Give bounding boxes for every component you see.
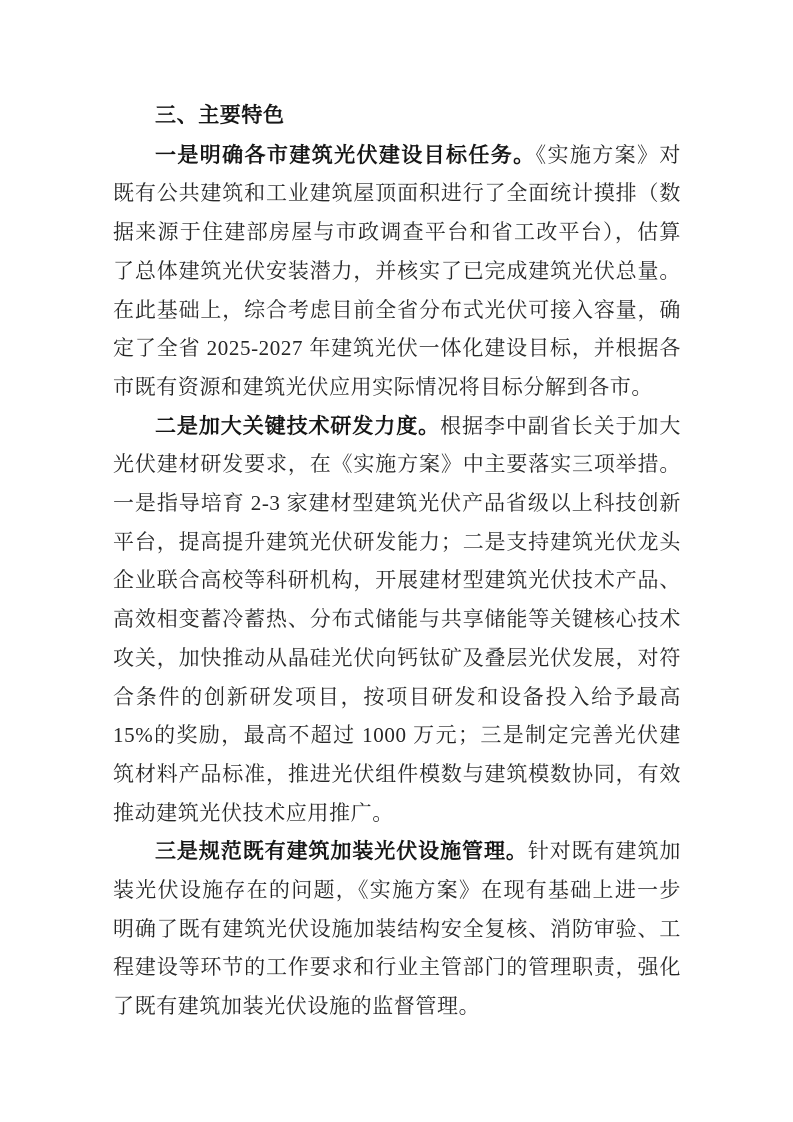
paragraph-3-lead: 三是规范既有建筑加装光伏设施管理。 (155, 839, 528, 864)
paragraph-1-body: 《实施方案》对既有公共建筑和工业建筑屋顶面积进行了全面统计摸排（数据来源于住建部房屋与市政调查平台和省工改平台），估算了总体建筑光伏安装潜力，并核实了已完成建筑光伏总量。在此基础上，综合考虑目前全省分布式光伏可接入容量，确定了全省 2025-2027 年建筑光伏一体化建设目标，并根据各市既有资源和建筑光伏应用实际情况将目标分解到各市。 (113, 142, 681, 399)
paragraph-1 (113, 136, 681, 407)
document-content (113, 97, 681, 1026)
paragraph-3 (113, 832, 681, 1026)
paragraph-1-lead: 一是明确各市建筑光伏建设目标任务。 (155, 142, 536, 167)
section-heading: 三、主要特色 (155, 104, 285, 127)
paragraph-2-body: 根据李中副省长关于加大光伏建材研发要求，在《实施方案》中主要落实三项举措。一是指导培育 2-3 家建材型建筑光伏产品省级以上科技创新平台，提高提升建筑光伏研发能力；二是支持建筑光伏龙头企业联合高校等科研机构，开展建材型建筑光伏技术产品、高效相变蓄冷蓄热、分布式储能与共享储能等关键核心技术攻关，加快推动从晶硅光伏向钙钛矿及叠层光伏发展，对符合条件的创新研发项目，按项目研发和设备投入给予最高15%的奖励，最高不超过 1000 万元；三是制定完善光伏建筑材料产品标准，推进光伏组件模数与建筑模数协同，有效推动建筑光伏技术应用推广。 (113, 413, 681, 825)
paragraph-2-lead: 二是加大关键技术研发力度。 (155, 413, 441, 438)
paragraph-2 (113, 407, 681, 833)
paragraph-3-body: 针对既有建筑加装光伏设施存在的问题，《实施方案》在现有基础上进一步明确了既有建筑光伏设施加装结构安全复核、消防审验、工程建设等环节的工作要求和行业主管部门的管理职责，强化了既有建筑加装光伏设施的监督管理。 (113, 839, 681, 1019)
